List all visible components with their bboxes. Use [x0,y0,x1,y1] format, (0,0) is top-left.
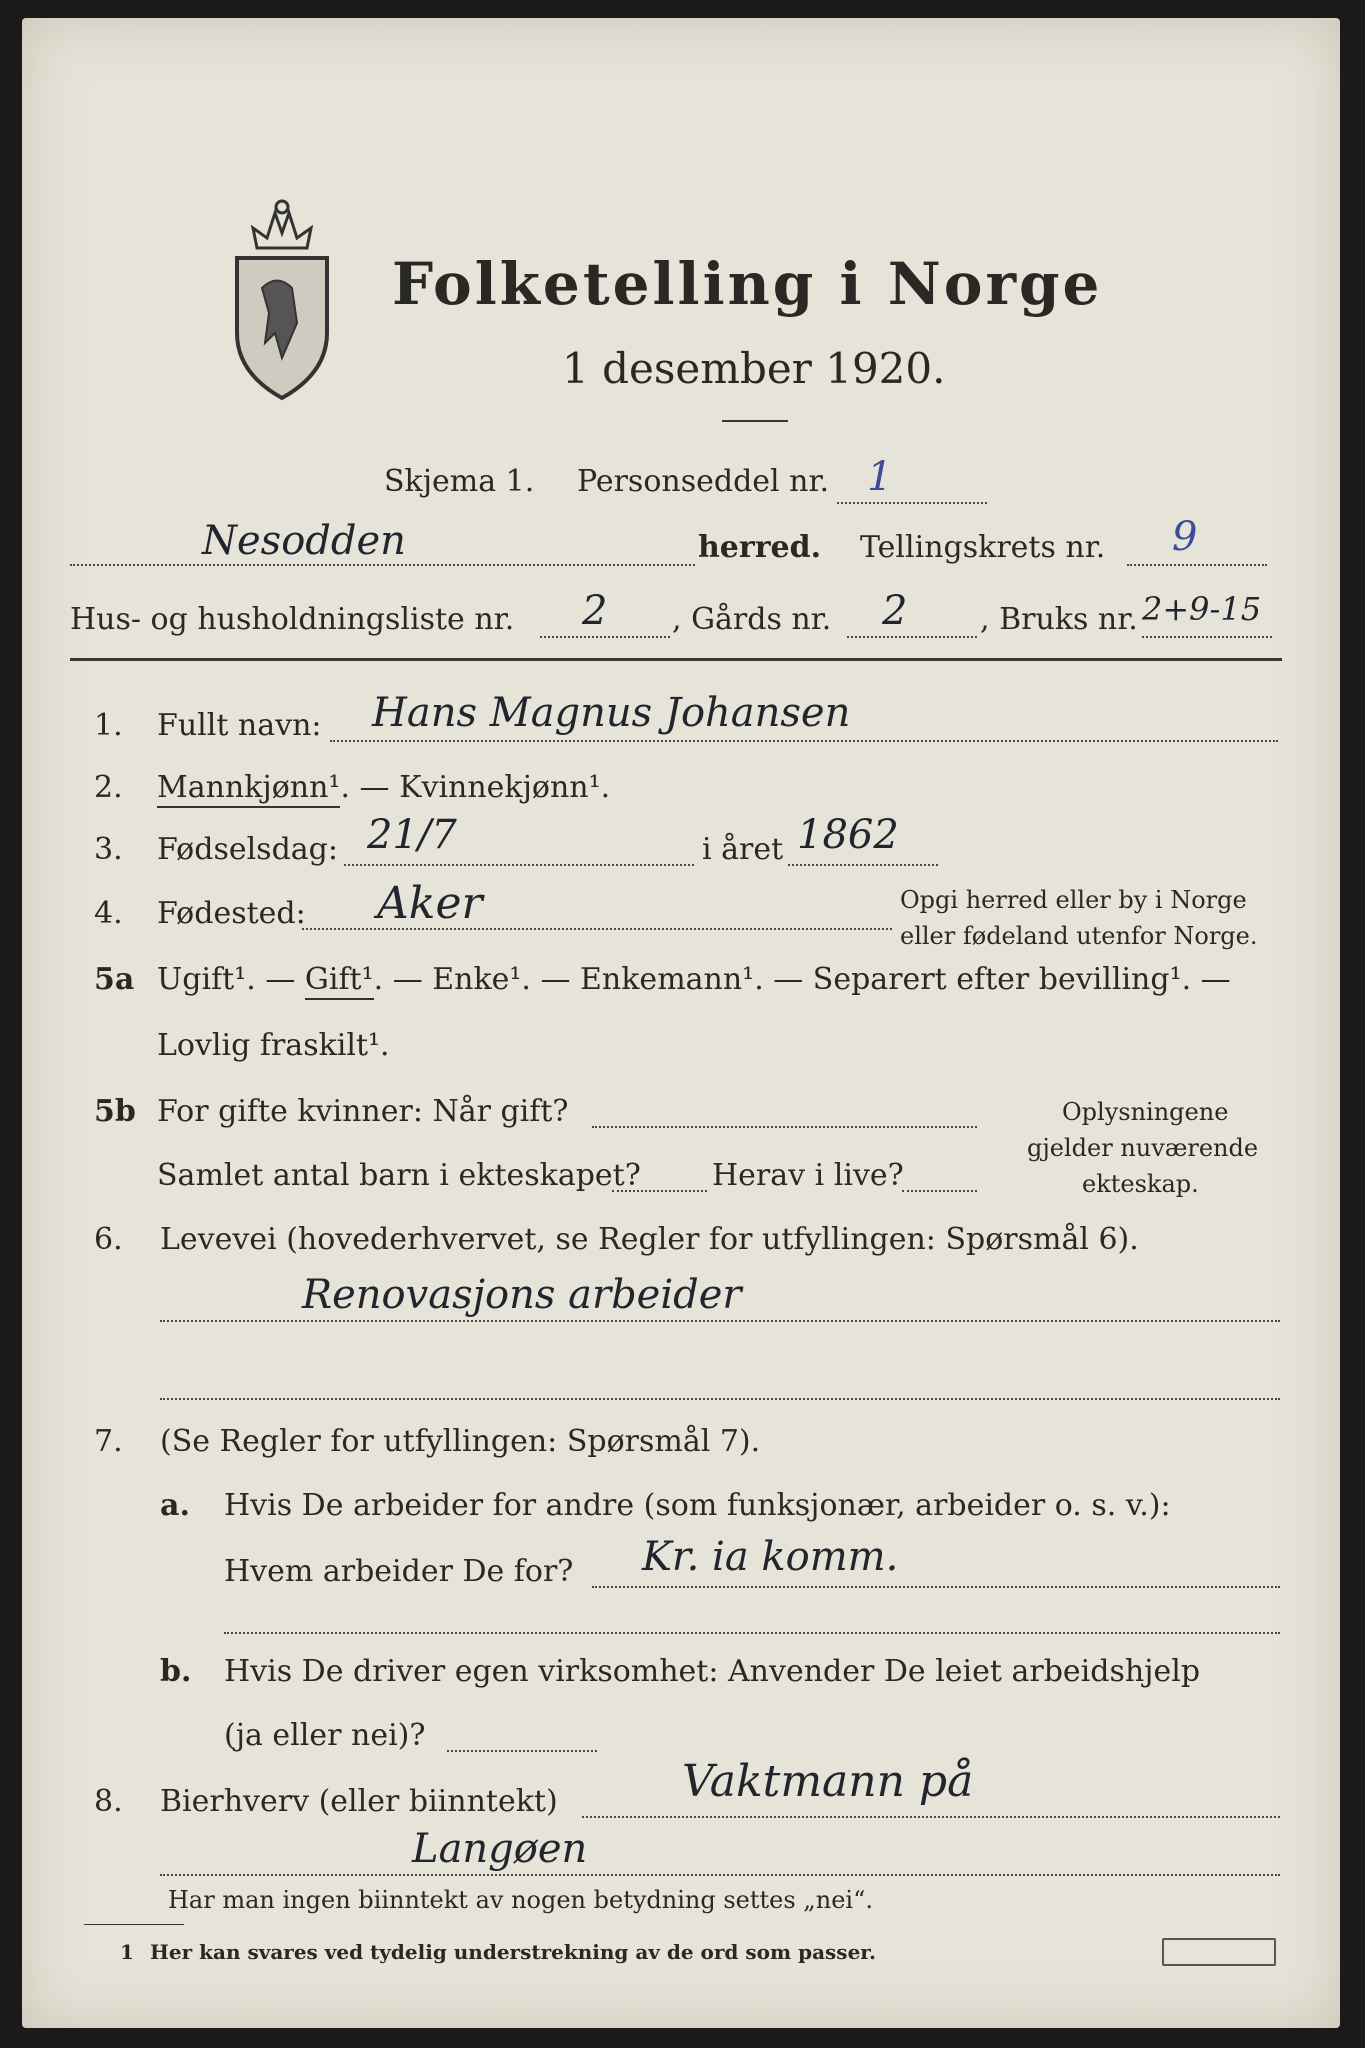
male-option-underlined[interactable]: Mannkjønn¹ [157,770,340,808]
married-option-underlined[interactable]: Gift¹ [305,962,374,1000]
employer-value[interactable]: Kr. ia komm. [642,1534,899,1580]
tellingskrets-label: Tellingskrets nr. [860,530,1106,565]
herred-value[interactable]: Nesodden [202,518,406,564]
q7a-letter: a. [160,1488,190,1523]
full-name-value[interactable]: Hans Magnus Johansen [372,690,851,736]
birthdate-value[interactable]: 21/7 [367,812,457,858]
herred-label: herred. [698,530,822,565]
footnote-text: Her kan svares ved tydelig understrekning av de ord som passer. [150,1940,876,1964]
footnote-mark: 1 [120,1940,134,1964]
q5b-label-2: Samlet antal barn i ekteskapet? [157,1158,641,1193]
q5b-note-3: ekteskap. [1082,1170,1199,1198]
personseddel-label: Personseddel nr. [577,464,830,499]
q3-label: Fødselsdag: [157,832,338,867]
q2-number: 2. [94,770,123,805]
hus-label: Hus- og husholdningsliste nr. [70,602,515,637]
q5a-number: 5a [94,962,135,997]
q7b-label-2: (ja eller nei)? [224,1718,426,1753]
q5b-note-1: Oplysningene [1062,1098,1229,1126]
q7a-label-2: Hvem arbeider De for? [224,1554,574,1589]
occupation-value[interactable]: Renovasjons arbeider [302,1272,742,1318]
birth-year-value[interactable]: 1862 [797,812,899,858]
form-title: Folketelling i Norge [392,250,1103,318]
q4-number: 4. [94,896,123,931]
q8-number: 8. [94,1784,123,1819]
q8-label: Bierhverv (eller biinntekt) [160,1784,558,1819]
q5b-note-2: gjelder nuværende [1027,1134,1259,1162]
q5b-alive-label: Herav i live? [712,1158,904,1193]
q8-note: Har man ingen biinntekt av nogen betydning settes „nei“. [168,1886,873,1914]
census-date: 1 desember 1920. [562,344,946,393]
q4-label: Fødested: [157,896,306,931]
gards-label: , Gårds nr. [672,602,832,637]
birthplace-value[interactable]: Aker [377,878,483,929]
side-occupation-value-2[interactable]: Langøen [412,1826,588,1872]
q4-note-1: Opgi herred eller by i Norge [900,886,1247,914]
q7b-label: Hvis De driver egen virksomhet: Anvender De leiet arbeidshjelp [224,1654,1201,1689]
q4-note-2: eller fødeland utenfor Norge. [900,922,1258,950]
q3-number: 3. [94,832,123,867]
norway-coat-of-arms-icon [227,193,337,403]
q7a-label: Hvis De arbeider for andre (som funksjonær, arbeider o. s. v.): [224,1488,1171,1523]
census-form [22,18,1340,2028]
female-option: . — Kvinnekjønn¹. [340,770,611,805]
q7b-letter: b. [160,1654,192,1689]
q6-label: Levevei (hovederhvervet, se Regler for utfyllingen: Spørsmål 6). [160,1222,1139,1257]
tellingskrets-value[interactable]: 9 [1172,514,1198,560]
bruks-label: , Bruks nr. [980,602,1138,637]
sex-options [157,770,610,805]
schema-label: Skjema 1. [384,464,535,499]
q7-label: (Se Regler for utfyllingen: Spørsmål 7). [160,1424,761,1459]
q1-label: Fullt navn: [157,708,322,743]
q6-number: 6. [94,1222,123,1257]
q5b-label: For gifte kvinner: Når gift? [157,1094,569,1129]
hus-value[interactable]: 2 [582,588,608,634]
side-occupation-value-1[interactable]: Vaktmann på [682,1756,974,1807]
q1-number: 1. [94,708,123,743]
personseddel-value[interactable]: 1 [867,454,893,500]
q5b-number: 5b [94,1094,136,1129]
q5a-line-2: Lovlig fraskilt¹. [157,1028,390,1063]
bruks-value[interactable]: 2+9-15 [1142,590,1262,628]
birth-year-label: i året [702,832,784,867]
printer-stamp [1162,1938,1276,1966]
gards-value[interactable]: 2 [882,588,908,634]
marital-options: Ugift¹. — Gift¹. — Enke¹. — Enkemann¹. — Separert efter bevilling¹. — [157,962,1231,997]
q7-number: 7. [94,1424,123,1459]
